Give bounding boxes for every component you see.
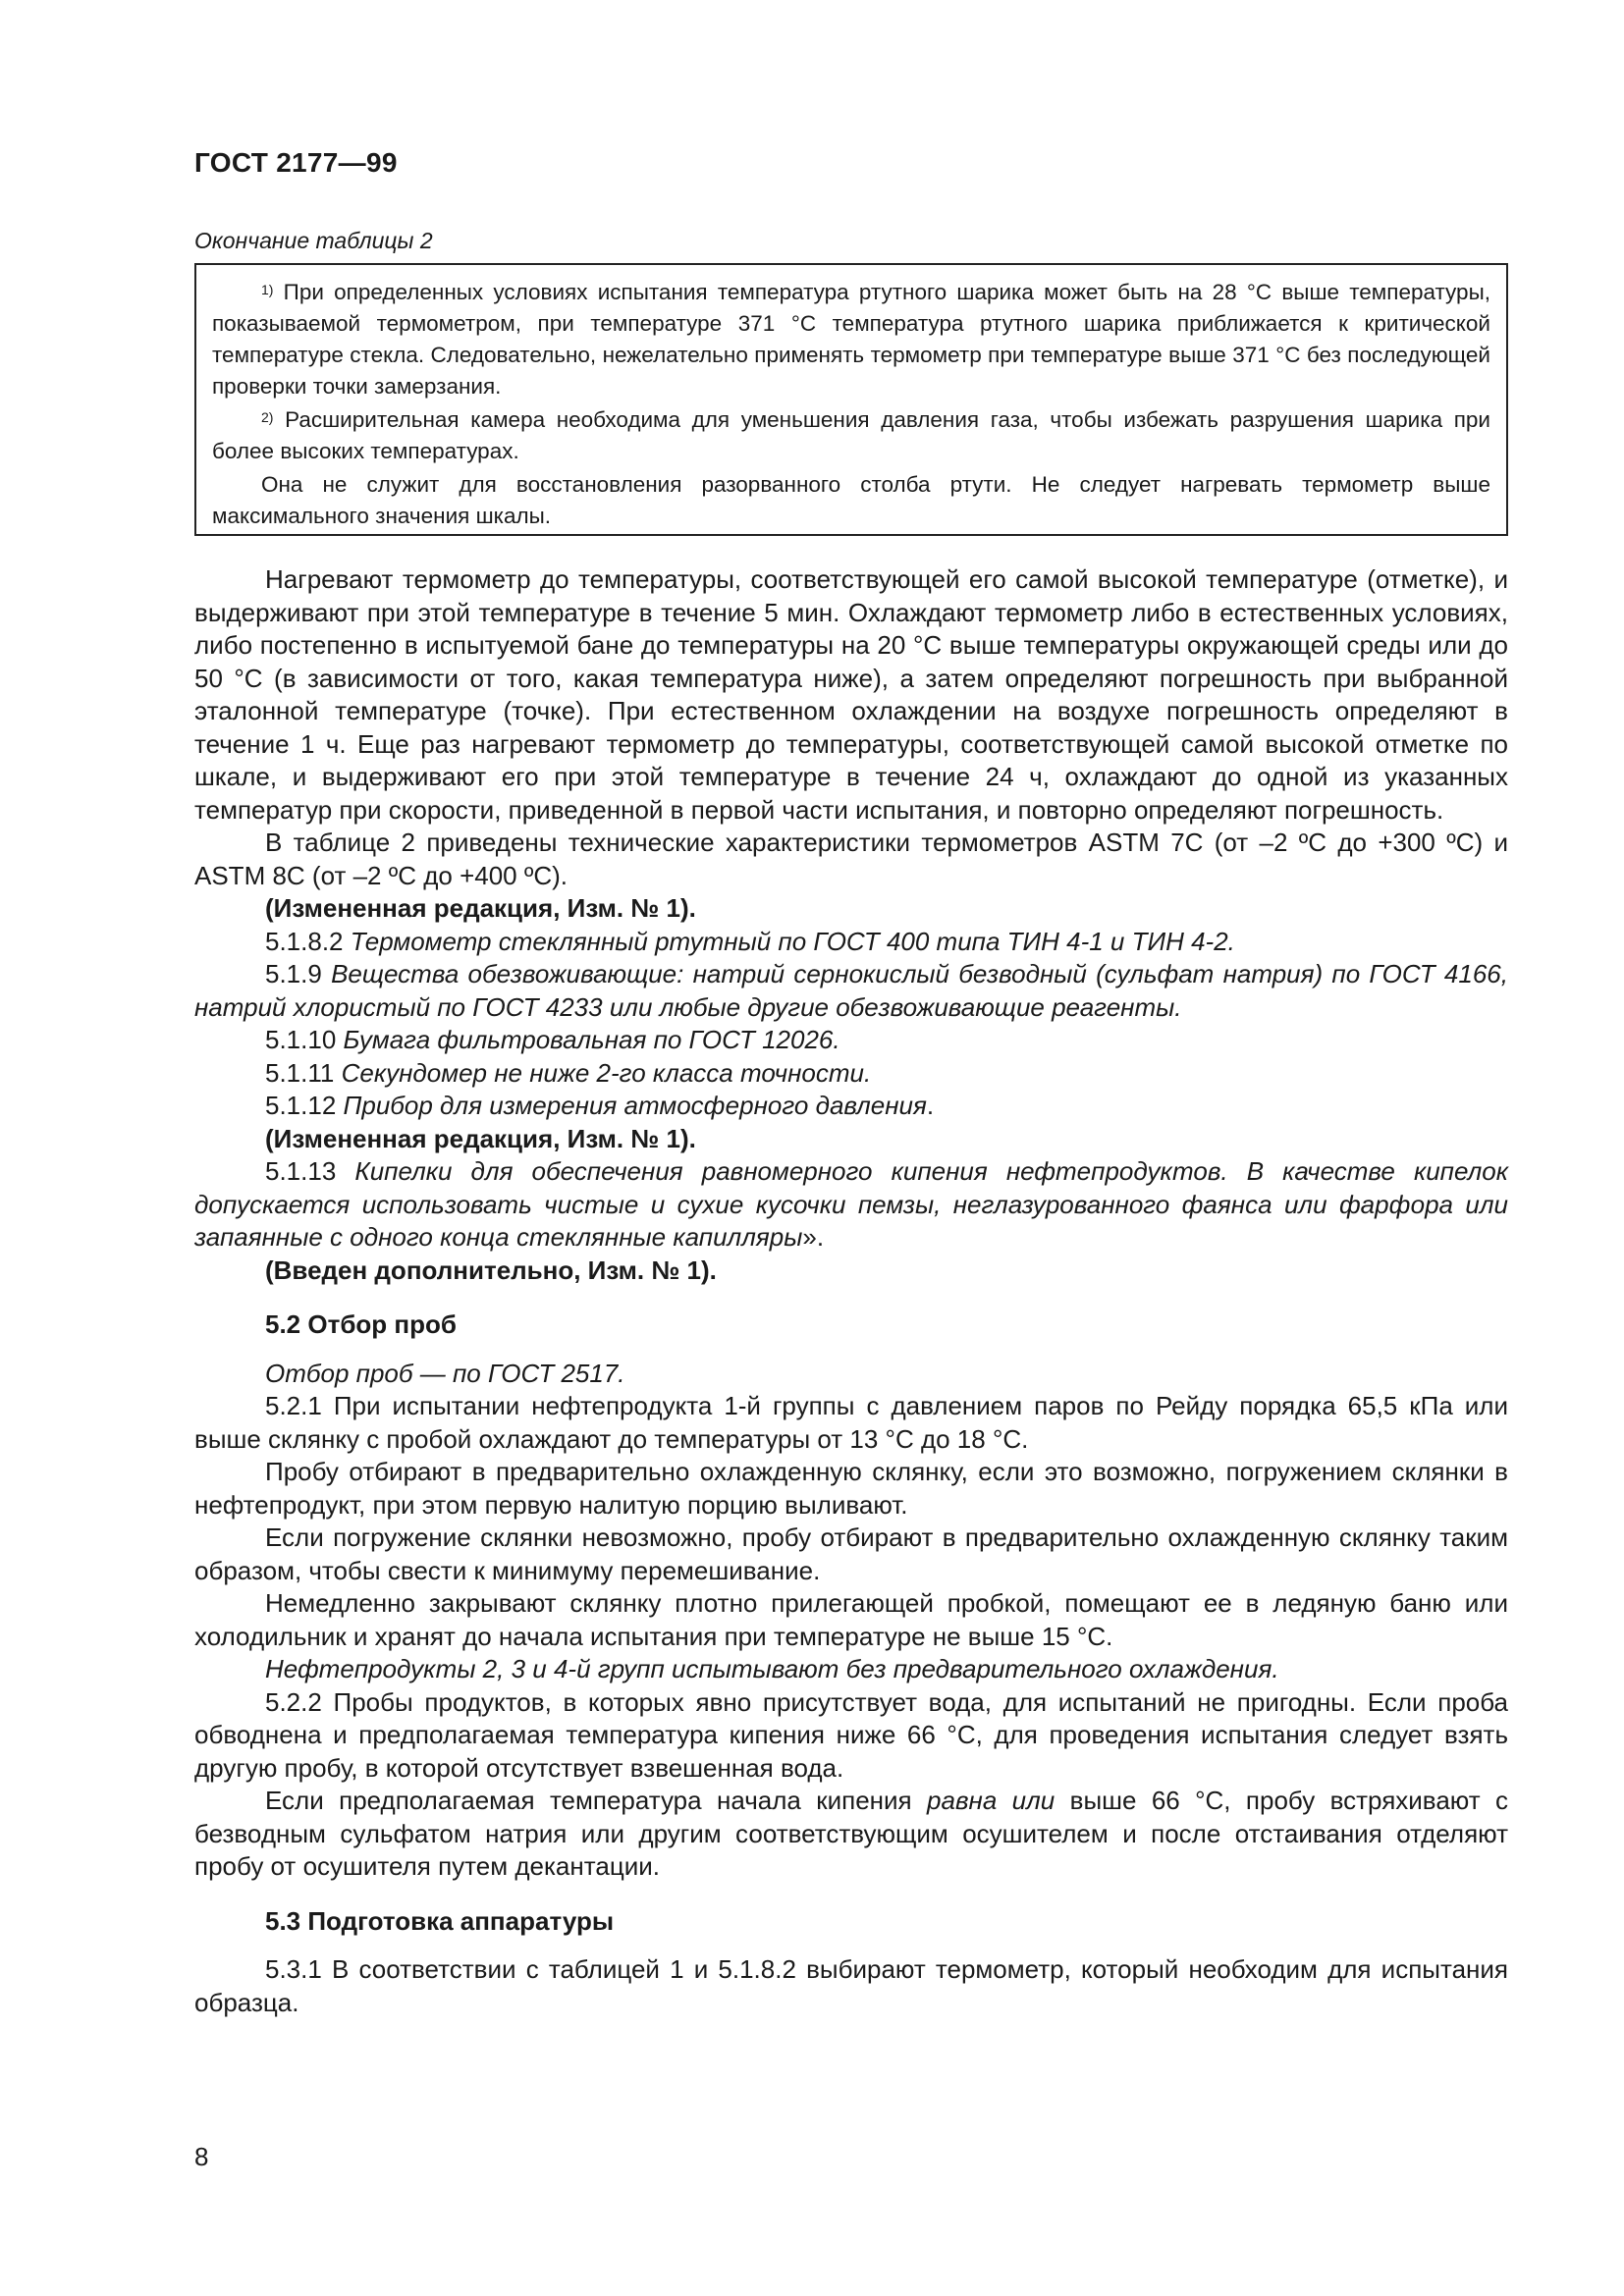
note-1-mark: 1) (261, 282, 274, 297)
text-run-italic: равна или (927, 1786, 1056, 1815)
body-text (194, 563, 1508, 2019)
note-2-continued: Она не служит для восстановления разорванного столба ртути. Не следует нагревать термометр выше максимального значения шкалы. (212, 472, 1490, 528)
clause-5-1-11 (194, 1057, 1508, 1091)
amendment-note: (Измененная редакция, Изм. № 1). (265, 1123, 696, 1153)
clause-5-2-1: 5.2.1 При испытании нефтепродукта 1-й группы с давлением паров по Рейду порядка 65,5 кПа или выше склянку с пробой охлаждают до температуры от 13 °С до 18 °С. (194, 1391, 1508, 1454)
clause-text: Прибор для измерения атмосферного давления (343, 1091, 927, 1120)
clause-number: 5.1.13 (265, 1156, 337, 1186)
paragraph-sampling-storage: Немедленно закрывают склянку плотно прилегающей пробкой, помещают ее в ледяную баню или холодильник и хранят до начала испытания при температуре не выше 15 °С. (194, 1588, 1508, 1651)
clause-5-1-8-2 (194, 926, 1508, 959)
page-number: 8 (194, 2142, 209, 2171)
text-run: выше 66 °С, пробу встряхивают с безводным сульфатом натрия или другим соответствующим осушителем и после отстаивания отделяют пробу от осушителя путем декантации. (194, 1786, 1508, 1881)
clause-number: 5.1.8.2 (265, 926, 344, 956)
note-2-text: Расширительная камера необходима для уменьшения давления газа, чтобы избежать разрушения шарика при более высоких температурах. (212, 407, 1490, 463)
clause-number: 5.1.9 (265, 959, 322, 988)
clause-text: Бумага фильтровальная по ГОСТ 12026. (343, 1025, 840, 1054)
clause-number: 5.1.12 (265, 1091, 337, 1120)
paragraph-sampling-immersion: Пробу отбирают в предварительно охлажденную склянку, если это возможно, погружением склянки в нефтепродукт, при этом первую налитую порцию выливают. (194, 1457, 1508, 1520)
clause-text: Термометр стеклянный ртутный по ГОСТ 400 типа ТИН 4-1 и ТИН 4-2. (350, 926, 1235, 956)
sampling-intro: Отбор проб — по ГОСТ 2517. (265, 1358, 625, 1388)
section-heading-5-2: 5.2 Отбор проб (265, 1309, 457, 1339)
clause-5-2-2: 5.2.2 Пробы продуктов, в которых явно присутствует вода, для испытаний не пригодны. Если проба обводнена и предполагаемая температура кипения ниже 66 °С, для проведения испытания следует взять другую пробу, в которой отсутствует взвешенная вода. (194, 1686, 1508, 1783)
paragraph-sampling-groups: Нефтепродукты 2, 3 и 4-й групп испытывают без предварительного охлаждения. (265, 1654, 1279, 1683)
clause-number: 5.1.11 (265, 1057, 335, 1088)
clause-5-3-1: 5.3.1 В соответствии с таблицей 1 и 5.1.8.2 выбирают термометр, который необходим для испытания образца. (194, 1954, 1508, 2017)
document-code: ГОСТ 2177—99 (194, 147, 398, 178)
paragraph-drying (194, 1785, 1508, 1884)
clause-end: . (926, 1091, 935, 1120)
paragraph-heating: Нагревают термометр до температуры, соответствующей его самой высокой температуре (отметке), и выдерживают при этой температуре в течение 5 мин. Охлаждают термометр либо в естественных условиях, либо постепенно в испытуемой бане до температуры на 20 °С выше температуры окружающей среды или до 50 °С (в зависимости от того, какая температура ниже), а затем определяют погрешность при выбранной эталонной температуре (точке). При естественном охлаждении на воздухе погрешность определяют в течение 1 ч. Еще раз нагревают термометр до температуры, соответствующей самой высокой отметке по шкале, и выдерживают его при этой температуре в течение 24 ч, охлаждают до одной из указанных температур при скорости, приведенной в первой части испытания, и повторно определяют погрешность. (194, 564, 1508, 825)
amendment-note: (Введен дополнительно, Изм. № 1). (265, 1255, 717, 1285)
note-1-text: При определенных условиях испытания температура ртутного шарика может быть на 28 °С выше температуры, показываемой термометром, при температуре 371 °С температура ртутного шарика приближается к критической температуре стекла. Следовательно, нежелательно применять термометр при температуре выше 371 °С без последующей проверки точки замерзания. (212, 280, 1490, 399)
note-2 (212, 404, 1490, 467)
clause-5-1-13 (194, 1155, 1508, 1255)
note-1 (212, 277, 1490, 402)
clause-5-1-10 (194, 1024, 1508, 1057)
clause-text: Секундомер не ниже 2-го класса точности. (341, 1057, 872, 1088)
table-notes-box (194, 263, 1508, 536)
clause-text: Кипелки для обеспечения равномерного кипения нефтепродуктов. В качестве кипелок допускается использовать чистые и сухие кусочки пемзы, неглазурованного фаянса или фарфора или запаянные с одного конца стеклянные капилляры (194, 1156, 1508, 1252)
paragraph-table2: В таблице 2 приведены технические характеристики термометров ASTM 7C (от –2 ºС до +300 ºС) и ASTM 8C (от –2 ºС до +400 ºС). (194, 828, 1508, 890)
clause-5-1-9 (194, 958, 1508, 1024)
clause-end: ». (802, 1222, 825, 1252)
clause-text: Вещества обезвоживающие: натрий сернокислый безводный (сульфат натрия) по ГОСТ 4166, натрий хлористый по ГОСТ 4233 или любые другие обезвоживающие реагенты. (194, 959, 1508, 1022)
clause-number: 5.1.10 (265, 1025, 337, 1054)
table-continuation-caption: Окончание таблицы 2 (194, 228, 433, 253)
section-heading-5-3: 5.3 Подготовка аппаратуры (265, 1905, 615, 1936)
note-2-mark: 2) (261, 409, 274, 425)
clause-5-1-12 (194, 1090, 1508, 1123)
text-run: Если предполагаемая температура начала кипения (265, 1786, 912, 1815)
paragraph-sampling-no-immersion: Если погружение склянки невозможно, пробу отбирают в предварительно охлажденную склянку таким образом, чтобы свести к минимуму перемешивание. (194, 1522, 1508, 1585)
amendment-note: (Измененная редакция, Изм. № 1). (265, 893, 696, 923)
